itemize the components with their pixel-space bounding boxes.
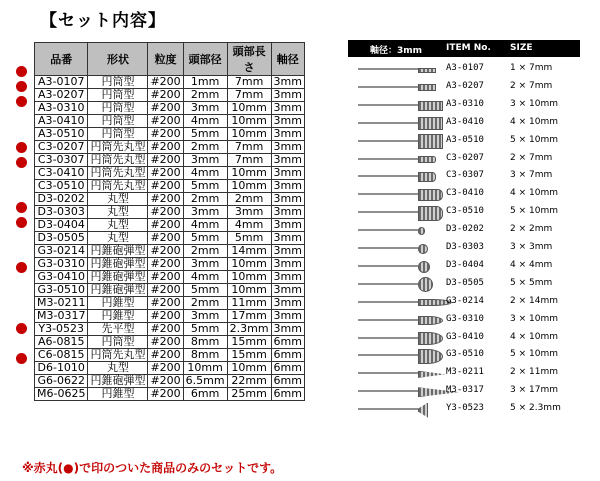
cell-grit: #200 xyxy=(148,388,183,401)
cell-len: 2mm xyxy=(227,193,271,206)
cell-dia: 8mm xyxy=(183,336,227,349)
item-size: 1 × 7mm xyxy=(510,63,553,73)
column-header: 品番 xyxy=(35,43,88,76)
set-marker-dot xyxy=(16,81,27,92)
cell-len: 10mm xyxy=(227,258,271,271)
table-row xyxy=(35,297,305,310)
bit-shaft xyxy=(358,372,418,374)
item-size: 4 × 10mm xyxy=(510,188,558,199)
table-row xyxy=(35,206,305,219)
cell-dia: 3mm xyxy=(183,102,227,115)
table-row xyxy=(35,102,305,115)
product-row xyxy=(348,150,580,167)
cell-len: 17mm xyxy=(227,310,271,323)
column-header: 粒度 xyxy=(148,43,183,76)
cell-len: 11mm xyxy=(227,297,271,310)
table-row xyxy=(35,336,305,349)
cell-len: 25mm xyxy=(227,388,271,401)
cell-shape: 円筒先丸型 xyxy=(88,154,148,167)
bit-shaft xyxy=(358,337,418,339)
item-number: C3-0510 xyxy=(446,206,484,217)
product-row xyxy=(348,311,580,328)
cell-code: A3-0310 xyxy=(35,102,88,115)
table-row xyxy=(35,219,305,232)
cell-shape: 円筒型 xyxy=(88,115,148,128)
cell-shape: 円錐砲弾型 xyxy=(88,245,148,258)
set-marker-dot xyxy=(16,66,27,77)
item-size: 3 × 3mm xyxy=(510,242,553,252)
item-size: 2 × 2mm xyxy=(510,224,553,235)
cell-dia: 3mm xyxy=(183,310,227,323)
cell-shaft: 3mm xyxy=(271,193,304,206)
table-row xyxy=(35,167,305,180)
product-row xyxy=(348,167,580,184)
product-row xyxy=(348,329,580,346)
cell-code: G3-0410 xyxy=(35,271,88,284)
cell-dia: 5mm xyxy=(183,128,227,141)
item-number: G3-0410 xyxy=(446,331,484,342)
cell-shaft: 3mm xyxy=(271,167,304,180)
column-header: 軸径 xyxy=(271,43,304,76)
cell-grit: #200 xyxy=(148,336,183,349)
product-row xyxy=(348,96,580,113)
table-row xyxy=(35,362,305,375)
product-row xyxy=(348,400,580,417)
table-row xyxy=(35,349,305,362)
cell-len: 4mm xyxy=(227,219,271,232)
cell-shape: 円錐型 xyxy=(88,297,148,310)
cell-code: D6-1010 xyxy=(35,362,88,375)
item-number: A3-0107 xyxy=(446,63,484,73)
cell-shape: 先平型 xyxy=(88,323,148,336)
cell-len: 10mm xyxy=(227,115,271,128)
cell-dia: 3mm xyxy=(183,206,227,219)
cell-shaft: 3mm xyxy=(271,245,304,258)
cell-code: C3-0510 xyxy=(35,180,88,193)
bit-shaft xyxy=(358,193,418,195)
product-row xyxy=(348,364,580,381)
table-row xyxy=(35,310,305,323)
cell-len: 10mm xyxy=(227,102,271,115)
bit-head xyxy=(418,156,436,163)
cell-dia: 6.5mm xyxy=(183,375,227,388)
product-row xyxy=(348,221,580,238)
item-size: 5 × 10mm xyxy=(510,349,558,360)
bit-head xyxy=(418,101,443,111)
item-size: 5 × 5mm xyxy=(510,277,553,288)
table-body xyxy=(35,76,305,401)
cell-shaft: 3mm xyxy=(271,89,304,102)
item-number: D3-0202 xyxy=(446,224,484,235)
cell-dia: 6mm xyxy=(183,388,227,401)
item-number: G3-0310 xyxy=(446,313,484,324)
product-lineup-panel xyxy=(348,40,580,416)
item-number: A3-0310 xyxy=(446,98,484,109)
table-row xyxy=(35,245,305,258)
bit-shaft xyxy=(358,86,418,88)
cell-shaft: 3mm xyxy=(271,154,304,167)
cell-len: 3mm xyxy=(227,206,271,219)
column-header: 頭部径 xyxy=(183,43,227,76)
bit-head xyxy=(418,68,436,73)
cell-len: 10mm xyxy=(227,284,271,297)
cell-shape: 円筒先丸型 xyxy=(88,141,148,154)
cell-shaft: 3mm xyxy=(271,310,304,323)
product-row xyxy=(348,185,580,202)
item-number: Y3-0523 xyxy=(446,403,484,414)
cell-grit: #200 xyxy=(148,310,183,323)
product-row xyxy=(348,78,580,95)
item-size: 3 × 17mm xyxy=(510,385,558,396)
cell-len: 2.3mm xyxy=(227,323,271,336)
shaft-header: 軸径：3mm xyxy=(370,46,423,56)
cell-shaft: 3mm xyxy=(271,206,304,219)
product-row xyxy=(348,257,580,274)
cell-shaft: 6mm xyxy=(271,388,304,401)
cell-dia: 2mm xyxy=(183,297,227,310)
bit-shaft xyxy=(358,229,418,231)
cell-grit: #200 xyxy=(148,362,183,375)
cell-shape: 丸型 xyxy=(88,362,148,375)
item-number: D3-0404 xyxy=(446,259,484,270)
product-row xyxy=(348,275,580,292)
cell-dia: 2mm xyxy=(183,89,227,102)
bit-shaft xyxy=(358,283,418,285)
cell-shape: 円筒型 xyxy=(88,336,148,349)
cell-grit: #200 xyxy=(148,349,183,362)
item-size: 3 × 7mm xyxy=(510,170,553,181)
cell-len: 7mm xyxy=(227,76,271,89)
cell-len: 14mm xyxy=(227,245,271,258)
cell-grit: #200 xyxy=(148,219,183,232)
table-row xyxy=(35,284,305,297)
set-marker-dot xyxy=(16,202,27,213)
item-size: 5 × 2.3mm xyxy=(510,403,561,414)
cell-grit: #200 xyxy=(148,323,183,336)
cell-dia: 8mm xyxy=(183,349,227,362)
table-row xyxy=(35,232,305,245)
bit-head xyxy=(418,261,430,273)
cell-code: Y3-0523 xyxy=(35,323,88,336)
bit-head xyxy=(418,403,428,418)
bit-shaft xyxy=(358,390,418,392)
table-row xyxy=(35,76,305,89)
cell-dia: 5mm xyxy=(183,284,227,297)
set-marker-dot xyxy=(16,142,27,153)
cell-shaft: 3mm xyxy=(271,180,304,193)
item-size: 4 × 4mm xyxy=(510,259,553,270)
cell-code: D3-0505 xyxy=(35,232,88,245)
bit-shaft xyxy=(358,104,418,106)
set-note: ※赤丸(●)で印のついた商品のみのセットです。 xyxy=(22,461,283,475)
item-number: D3-0505 xyxy=(446,277,484,288)
cell-shaft: 3mm xyxy=(271,141,304,154)
item-size: 4 × 10mm xyxy=(510,116,558,127)
bit-head xyxy=(418,244,428,254)
cell-shaft: 3mm xyxy=(271,76,304,89)
bit-head xyxy=(418,349,443,364)
item-size: 2 × 14mm xyxy=(510,295,558,306)
column-header: 形状 xyxy=(88,43,148,76)
product-row xyxy=(348,346,580,363)
cell-grit: #200 xyxy=(148,128,183,141)
item-header: ITEM No. xyxy=(446,43,491,53)
cell-shape: 円筒型 xyxy=(88,102,148,115)
bit-head xyxy=(418,206,443,221)
item-size: 3 × 10mm xyxy=(510,98,558,109)
cell-dia: 5mm xyxy=(183,323,227,336)
cell-code: M6-0625 xyxy=(35,388,88,401)
set-marker-dot xyxy=(16,262,27,273)
product-row xyxy=(348,293,580,310)
column-header: 頭部長さ xyxy=(227,43,271,76)
cell-len: 22mm xyxy=(227,375,271,388)
cell-len: 15mm xyxy=(227,336,271,349)
bit-shaft xyxy=(358,354,418,356)
cell-len: 7mm xyxy=(227,89,271,102)
cell-dia: 4mm xyxy=(183,167,227,180)
table-row xyxy=(35,388,305,401)
cell-shaft: 6mm xyxy=(271,375,304,388)
cell-shaft: 3mm xyxy=(271,115,304,128)
table-row xyxy=(35,141,305,154)
cell-len: 10mm xyxy=(227,362,271,375)
bit-head xyxy=(418,316,443,326)
bit-shaft xyxy=(358,122,418,124)
bit-shaft xyxy=(358,319,418,321)
product-row xyxy=(348,239,580,256)
cell-dia: 4mm xyxy=(183,219,227,232)
item-number: A3-0410 xyxy=(446,116,484,127)
cell-len: 10mm xyxy=(227,128,271,141)
cell-shaft: 6mm xyxy=(271,336,304,349)
cell-shape: 円筒型 xyxy=(88,128,148,141)
cell-shaft: 6mm xyxy=(271,362,304,375)
cell-code: M3-0211 xyxy=(35,297,88,310)
cell-grit: #200 xyxy=(148,271,183,284)
cell-shaft: 3mm xyxy=(271,258,304,271)
cell-grit: #200 xyxy=(148,154,183,167)
cell-dia: 10mm xyxy=(183,362,227,375)
cell-dia: 5mm xyxy=(183,232,227,245)
cell-shape: 円錐砲弾型 xyxy=(88,258,148,271)
cell-dia: 4mm xyxy=(183,115,227,128)
cell-shape: 円筒先丸型 xyxy=(88,167,148,180)
product-row xyxy=(348,60,580,77)
cell-dia: 3mm xyxy=(183,154,227,167)
cell-code: G3-0510 xyxy=(35,284,88,297)
item-number: M3-0211 xyxy=(446,367,484,378)
table-row xyxy=(35,193,305,206)
item-size: 2 × 7mm xyxy=(510,152,553,163)
item-size: 2 × 7mm xyxy=(510,80,553,91)
table-header-row xyxy=(35,43,305,76)
table-row xyxy=(35,128,305,141)
cell-len: 5mm xyxy=(227,232,271,245)
bit-shaft xyxy=(358,140,418,142)
cell-len: 15mm xyxy=(227,349,271,362)
cell-code: D3-0202 xyxy=(35,193,88,206)
table-row xyxy=(35,154,305,167)
cell-shape: 丸型 xyxy=(88,219,148,232)
bit-shaft xyxy=(358,68,418,70)
item-number: M3-0317 xyxy=(446,385,484,396)
cell-grit: #200 xyxy=(148,76,183,89)
product-row xyxy=(348,382,580,399)
cell-shape: 円錐砲弾型 xyxy=(88,271,148,284)
set-marker-dot xyxy=(16,353,27,364)
bit-head xyxy=(418,277,433,292)
bit-head xyxy=(418,134,443,149)
cell-code: D3-0404 xyxy=(35,219,88,232)
bit-head xyxy=(418,227,425,234)
cell-grit: #200 xyxy=(148,89,183,102)
cell-grit: #200 xyxy=(148,180,183,193)
table-row xyxy=(35,180,305,193)
bit-shaft xyxy=(358,211,418,213)
item-size: 3 × 10mm xyxy=(510,313,558,324)
cell-grit: #200 xyxy=(148,141,183,154)
table-row xyxy=(35,323,305,336)
bit-shaft xyxy=(358,175,418,177)
bit-head xyxy=(418,332,443,344)
cell-len: 10mm xyxy=(227,271,271,284)
item-number: C3-0410 xyxy=(446,188,484,199)
cell-dia: 2mm xyxy=(183,193,227,206)
cell-shaft: 3mm xyxy=(271,323,304,336)
bit-shaft xyxy=(358,301,418,303)
cell-shape: 円筒先丸型 xyxy=(88,180,148,193)
cell-grit: #200 xyxy=(148,232,183,245)
cell-shape: 円筒型 xyxy=(88,76,148,89)
cell-dia: 2mm xyxy=(183,245,227,258)
item-number: G3-0214 xyxy=(446,295,484,306)
cell-len: 10mm xyxy=(227,167,271,180)
bit-shaft xyxy=(358,247,418,249)
cell-shaft: 3mm xyxy=(271,284,304,297)
cell-code: A3-0410 xyxy=(35,115,88,128)
cell-dia: 4mm xyxy=(183,271,227,284)
cell-shape: 円錐型 xyxy=(88,310,148,323)
cell-grit: #200 xyxy=(148,284,183,297)
cell-grit: #200 xyxy=(148,193,183,206)
cell-dia: 1mm xyxy=(183,76,227,89)
cell-grit: #200 xyxy=(148,258,183,271)
page-heading: 【セット内容】 xyxy=(40,11,166,31)
cell-code: A6-0815 xyxy=(35,336,88,349)
item-size: 5 × 10mm xyxy=(510,206,558,217)
cell-code: A3-0107 xyxy=(35,76,88,89)
table-row xyxy=(35,115,305,128)
table-row xyxy=(35,89,305,102)
cell-code: C3-0207 xyxy=(35,141,88,154)
cell-shape: 丸型 xyxy=(88,193,148,206)
cell-len: 7mm xyxy=(227,154,271,167)
cell-len: 7mm xyxy=(227,141,271,154)
cell-shaft: 3mm xyxy=(271,128,304,141)
cell-grit: #200 xyxy=(148,167,183,180)
product-row xyxy=(348,132,580,149)
cell-code: M3-0317 xyxy=(35,310,88,323)
cell-code: A3-0510 xyxy=(35,128,88,141)
cell-shaft: 6mm xyxy=(271,349,304,362)
bit-shaft xyxy=(358,158,418,160)
cell-code: G3-0310 xyxy=(35,258,88,271)
cell-shape: 円筒型 xyxy=(88,89,148,102)
set-marker-dot xyxy=(16,217,27,228)
cell-code: D3-0303 xyxy=(35,206,88,219)
spec-table xyxy=(34,42,305,401)
table-row xyxy=(35,375,305,388)
cell-len: 10mm xyxy=(227,180,271,193)
bit-head xyxy=(418,371,445,378)
item-size: 2 × 11mm xyxy=(510,367,558,378)
item-number: A3-0510 xyxy=(446,134,484,145)
bit-head xyxy=(418,172,436,182)
cell-shaft: 3mm xyxy=(271,219,304,232)
cell-code: C6-0815 xyxy=(35,349,88,362)
cell-shaft: 3mm xyxy=(271,102,304,115)
cell-shape: 円錐型 xyxy=(88,388,148,401)
cell-code: C3-0307 xyxy=(35,154,88,167)
item-number: C3-0307 xyxy=(446,170,484,181)
item-size: 4 × 10mm xyxy=(510,331,558,342)
cell-code: G3-0214 xyxy=(35,245,88,258)
item-size: 5 × 10mm xyxy=(510,134,558,145)
cell-shape: 丸型 xyxy=(88,232,148,245)
cell-grit: #200 xyxy=(148,206,183,219)
item-number: A3-0207 xyxy=(446,80,484,91)
cell-grit: #200 xyxy=(148,245,183,258)
cell-code: A3-0207 xyxy=(35,89,88,102)
product-row xyxy=(348,203,580,220)
cell-shape: 丸型 xyxy=(88,206,148,219)
cell-dia: 2mm xyxy=(183,141,227,154)
cell-dia: 3mm xyxy=(183,258,227,271)
cell-grit: #200 xyxy=(148,115,183,128)
cell-shape: 円錐砲弾型 xyxy=(88,375,148,388)
cell-shaft: 3mm xyxy=(271,232,304,245)
table-row xyxy=(35,258,305,271)
bit-head xyxy=(418,84,436,91)
item-number: G3-0510 xyxy=(446,349,484,360)
cell-dia: 5mm xyxy=(183,180,227,193)
bit-head xyxy=(418,189,443,201)
set-marker-dot xyxy=(16,96,27,107)
item-number: C3-0207 xyxy=(446,152,484,163)
bit-shaft xyxy=(358,265,418,267)
cell-grit: #200 xyxy=(148,102,183,115)
item-number: D3-0303 xyxy=(446,242,484,252)
cell-shape: 円筒先丸型 xyxy=(88,349,148,362)
cell-shaft: 3mm xyxy=(271,271,304,284)
cell-code: G6-0622 xyxy=(35,375,88,388)
set-marker-dot xyxy=(16,157,27,168)
cell-shape: 円錐砲弾型 xyxy=(88,284,148,297)
cell-shaft: 3mm xyxy=(271,297,304,310)
cell-grit: #200 xyxy=(148,375,183,388)
product-row xyxy=(348,114,580,131)
table-row xyxy=(35,271,305,284)
set-marker-dot xyxy=(16,323,27,334)
cell-code: C3-0410 xyxy=(35,167,88,180)
bit-head xyxy=(418,117,443,129)
bit-shaft xyxy=(358,408,418,410)
panel-header xyxy=(348,40,580,57)
size-header: SIZE xyxy=(510,43,533,53)
cell-grit: #200 xyxy=(148,297,183,310)
